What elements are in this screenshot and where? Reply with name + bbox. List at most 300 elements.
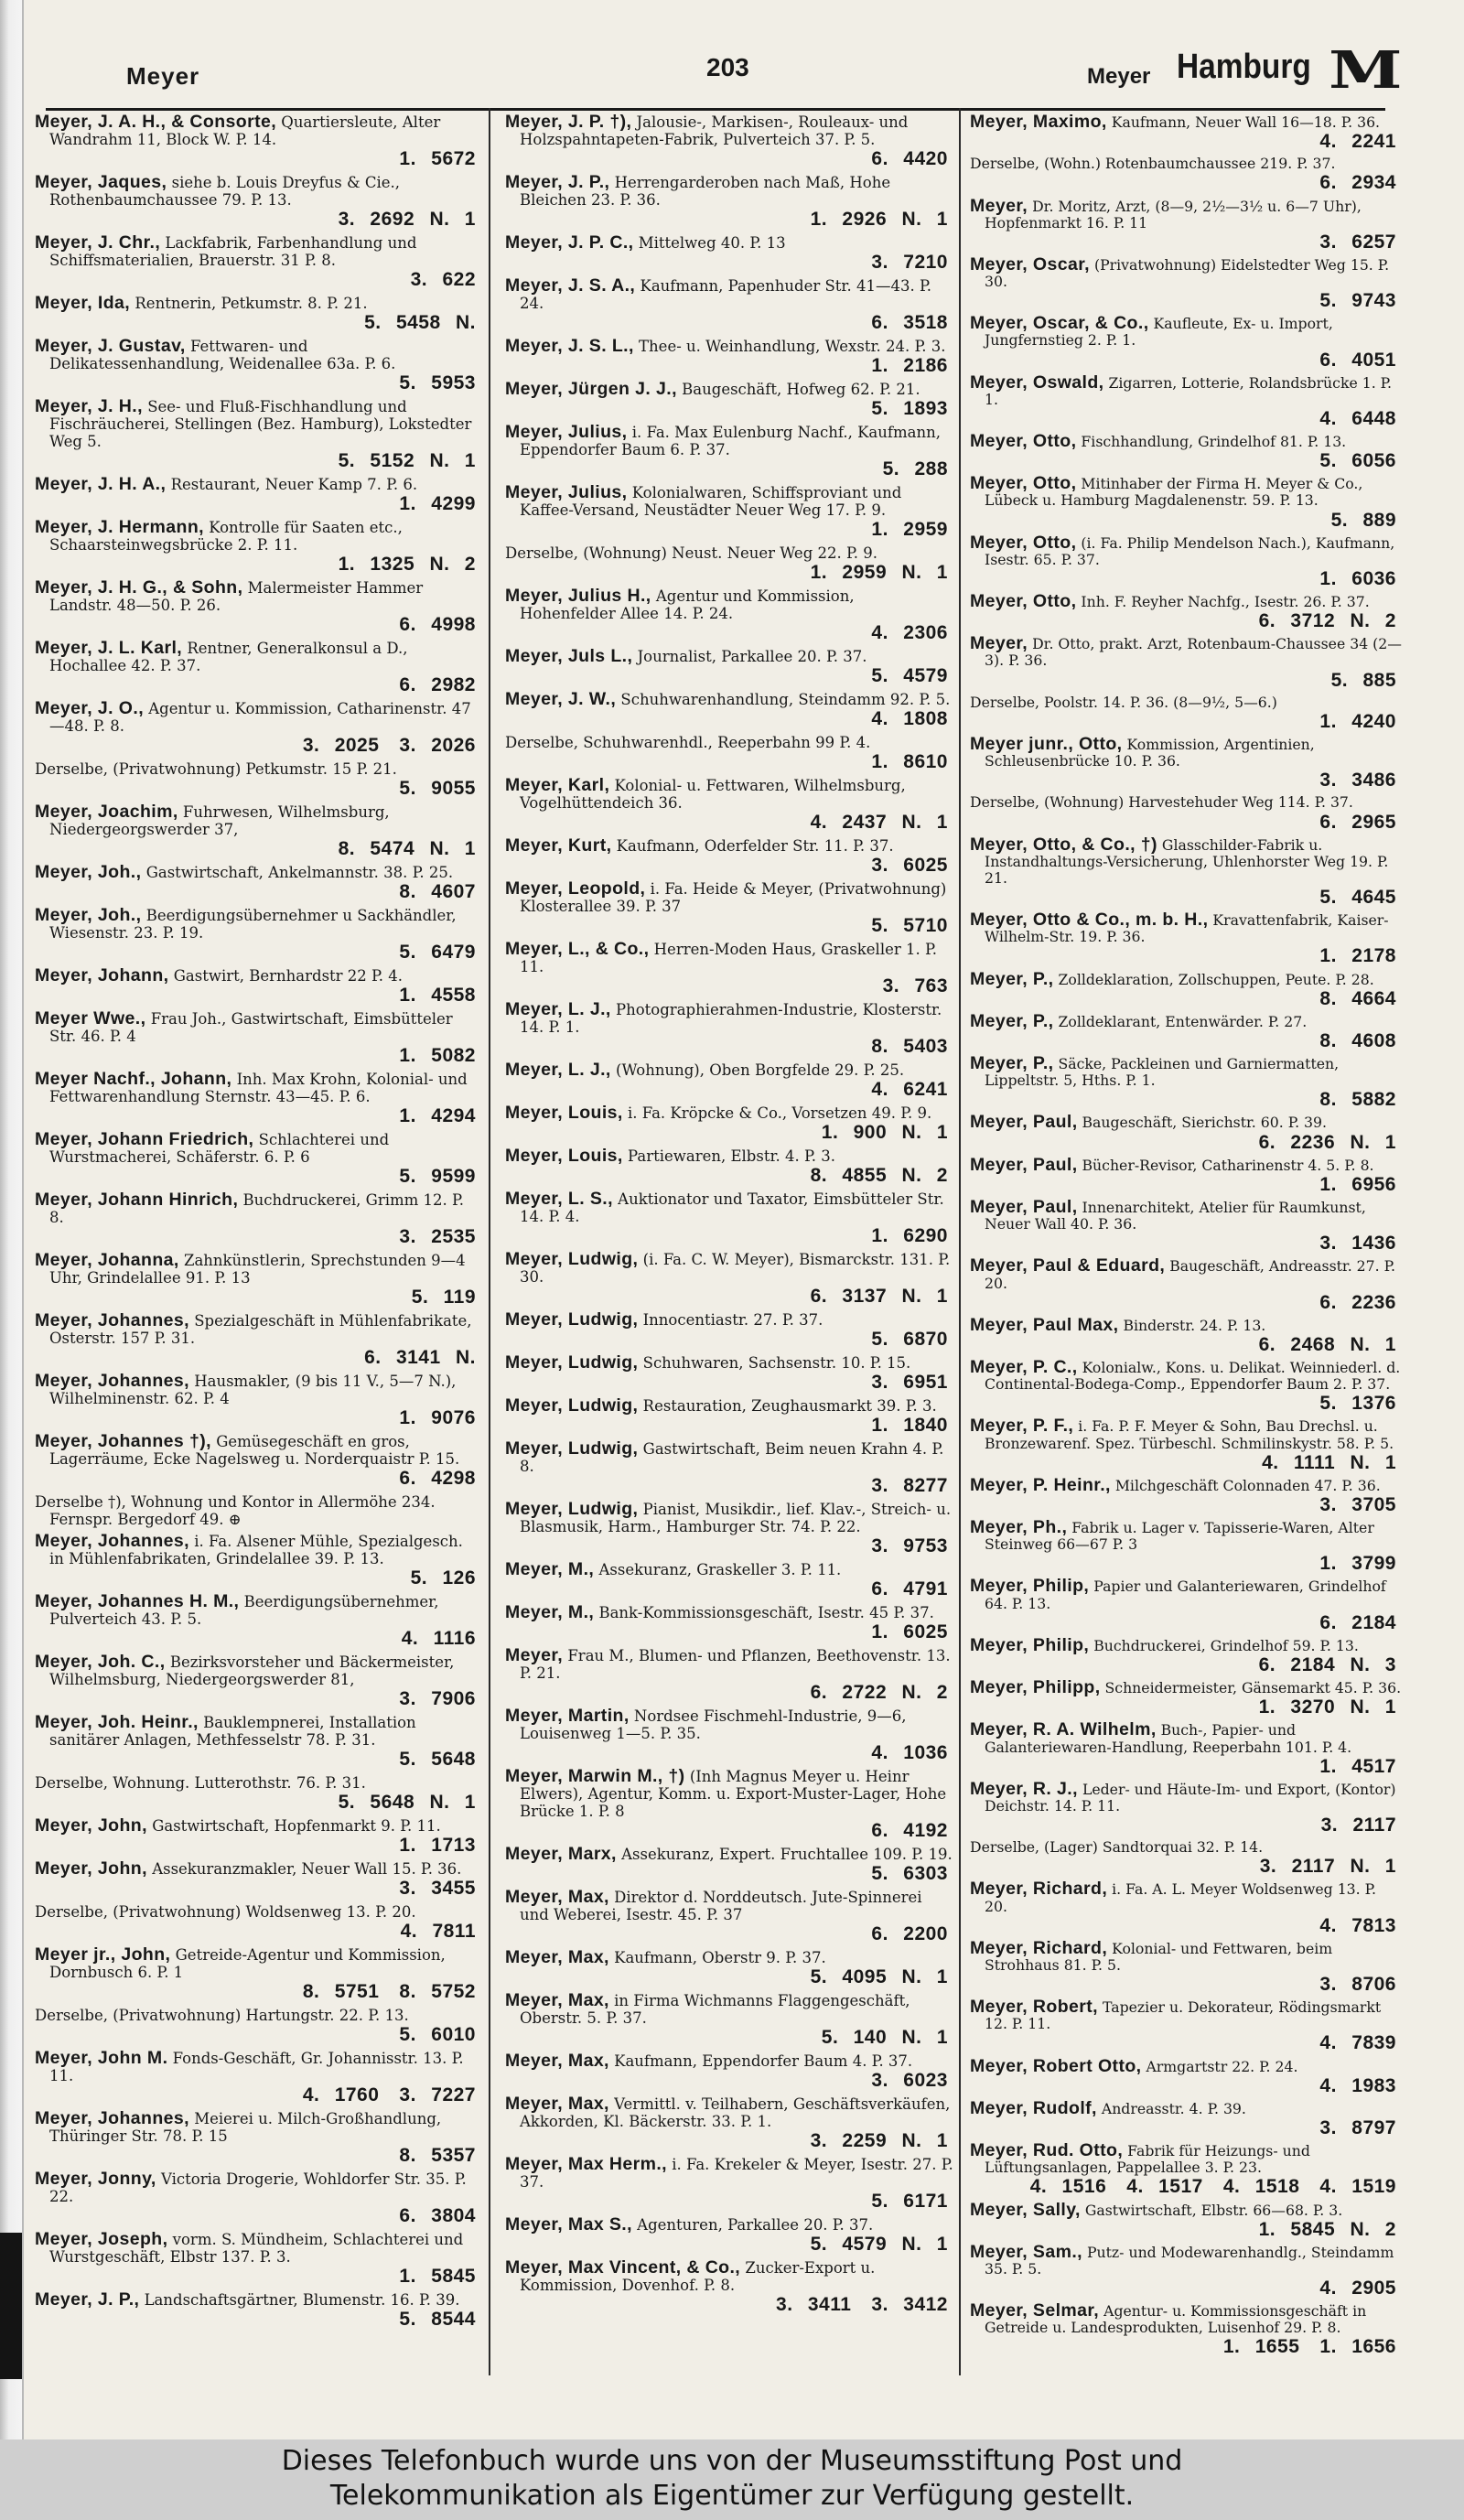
entry-details: Agentur und Kommission, Hohenfelder Allee 14. P. 24.	[520, 587, 855, 622]
directory-entry	[505, 1147, 953, 1186]
entry-phone-numbers	[985, 1292, 1402, 1313]
phone-number: 6. 3518	[871, 312, 948, 333]
entry-details: in Firma Wichmanns Flaggengeschäft, Oberstr. 5. P. 37.	[520, 1992, 910, 2027]
phone-number: 5. 885	[1330, 669, 1396, 691]
entry-phone-numbers	[985, 2176, 1402, 2197]
directory-entry	[35, 1010, 481, 1066]
phone-number: 3. 2535	[399, 1226, 476, 1247]
entry-phone-numbers	[520, 458, 953, 479]
directory-entry	[970, 2097, 1402, 2138]
entry-details: Gastwirtschaft, Beim neuen Krahn 4. P. 8.	[520, 1440, 944, 1475]
entry-phone-numbers	[520, 209, 953, 230]
entry-phone-numbers	[49, 269, 481, 290]
directory-entry	[970, 736, 1402, 791]
entry-name: Meyer, Philip,	[970, 1576, 1090, 1597]
directory-entry	[505, 113, 953, 169]
directory-entry	[505, 1707, 953, 1763]
entry-name: Meyer, Paul,	[970, 1154, 1078, 1175]
entry-phone-numbers	[520, 1742, 953, 1763]
entry-name: Meyer, J. H.,	[35, 396, 143, 416]
entry-details: i. Fa. P. F. Meyer & Sohn, Bau Drechsl. u. Bronzewarenf. Spez. Türbeschl. Schmilinskystr. 58. P. 5.	[985, 1417, 1394, 1452]
entry-phone-numbers	[520, 2130, 953, 2151]
entry-details: (i. Fa. C. W. Meyer), Bismarckstr. 131. P. 30.	[520, 1251, 951, 1286]
directory-entry	[970, 1359, 1402, 1414]
phone-number: 8. 4855 N. 2	[810, 1165, 948, 1186]
directory-entry	[505, 1992, 953, 2048]
entry-details: Auktionator und Taxator, Eimsbütteler Str. 14. P. 4.	[520, 1190, 944, 1225]
entry-phone-numbers	[520, 148, 953, 169]
entry-name: Meyer, Otto,	[970, 473, 1077, 494]
entry-details: Binderstr. 24. P. 13.	[1123, 1316, 1266, 1334]
phone-number: 6. 4420	[871, 148, 948, 169]
entry-phone-numbers	[985, 1612, 1402, 1633]
entry-details: Derselbe, (Wohn.) Rotenbaumchaussee 219. P. 37.	[970, 155, 1336, 173]
phone-number: 1. 3799	[1319, 1553, 1396, 1575]
phone-number: 6. 2982	[399, 674, 476, 695]
phone-number: 5. 6010	[399, 2024, 476, 2045]
phone-number: 6. 4192	[871, 1820, 948, 1841]
entry-phone-numbers	[520, 665, 953, 686]
phone-number: 1. 6290	[871, 1225, 948, 1246]
listing-column-1	[35, 113, 481, 2377]
entry-name: Meyer, Selmar,	[970, 2300, 1100, 2321]
phone-number: 3. 1436	[1319, 1233, 1396, 1255]
entry-details: Gastwirt, Bernhardstr 22 P. 4.	[173, 967, 404, 985]
directory-entry	[35, 803, 481, 859]
directory-entry	[505, 1190, 953, 1246]
directory-entry	[505, 1768, 953, 1841]
entry-details: Derselbe, (Wohnung) Neust. Neuer Weg 22. P. 9.	[505, 544, 877, 562]
directory-entry	[970, 2142, 1402, 2197]
entry-phone-numbers	[49, 209, 481, 230]
entry-phone-numbers	[985, 131, 1402, 152]
entry-phone-numbers	[49, 1226, 481, 1247]
entry-details: Agenturen, Parkallee 20. P. 37.	[637, 2216, 874, 2234]
entry-details: Derselbe, (Wohnung) Harvestehuder Weg 114. P. 37.	[970, 793, 1353, 812]
entry-details: Säcke, Packleinen und Garniermatten, Lippeltstr. 5, Hths. P. 1.	[985, 1055, 1340, 1090]
phone-number: 6. 2184	[1319, 1611, 1396, 1633]
entry-phone-numbers	[49, 838, 481, 859]
entry-details: Fettwaren- und Delikatessenhandlung, Weidenallee 63a. P. 6.	[49, 338, 396, 372]
entry-name: Meyer, Johannes,	[35, 1371, 189, 1391]
entry-name: Meyer, Julius,	[505, 482, 628, 502]
binding-dark-strip	[0, 2233, 22, 2379]
entry-phone-numbers	[520, 2294, 953, 2315]
header-city: Hamburg	[1177, 48, 1311, 86]
phone-number: 1. 4558	[399, 985, 476, 1006]
phone-number: 3. 763	[882, 975, 948, 996]
phone-number: 4. 2241	[1319, 131, 1396, 153]
entry-name: Meyer, Joh. C.,	[35, 1652, 166, 1672]
entry-name: Meyer, Max,	[505, 1990, 609, 2010]
entry-name: Meyer, Maximo,	[970, 113, 1107, 132]
entry-name: Meyer, L. J.,	[505, 1060, 611, 1080]
phone-number: 6. 4051	[1319, 349, 1396, 371]
entry-phone-numbers	[985, 1974, 1402, 1995]
entry-details: i. Fa. Max Eulenburg Nachf., Kaufmann, Eppendorfer Baum 6. P. 37.	[520, 424, 941, 458]
directory-entry	[35, 1593, 481, 1649]
directory-entry	[970, 534, 1402, 589]
entry-name: Meyer, Johannes †),	[35, 1431, 211, 1451]
phone-number: 8. 5403	[871, 1036, 948, 1057]
phone-number: 1. 5672	[399, 148, 476, 169]
archive-notice-line-2: Telekommunikation als Eigentümer zur Verfügung gestellt.	[329, 2480, 1135, 2512]
entry-phone-numbers	[520, 1475, 953, 1496]
entry-name: Meyer, J. A. H., & Consorte,	[35, 113, 277, 132]
entry-phone-numbers	[520, 1820, 953, 1841]
entry-name: Meyer, Richard,	[970, 1879, 1108, 1900]
phone-number: 5. 9599	[399, 1166, 476, 1187]
phone-number: 3. 8277	[871, 1475, 948, 1496]
phone-number: 6. 4791	[871, 1578, 948, 1599]
entry-phone-numbers	[985, 350, 1402, 371]
entry-details: Zigarren, Lotterie, Rolandsbrücke 1. P. 1.	[985, 373, 1393, 408]
phone-number: 5. 5458 N.	[364, 312, 476, 333]
entry-name: Meyer, Karl,	[505, 775, 610, 795]
phone-number: 4. 7813	[1319, 1914, 1396, 1936]
directory-entry	[505, 2156, 953, 2212]
entry-phone-numbers	[520, 2234, 953, 2255]
entry-phone-numbers	[520, 519, 953, 540]
entry-name: Meyer, Max,	[505, 1887, 609, 1907]
entry-phone-numbers	[985, 2117, 1402, 2138]
phone-number: 5. 126	[410, 1567, 476, 1588]
directory-entry	[970, 315, 1402, 370]
phone-number: 1. 3270 N. 1	[1258, 1696, 1396, 1718]
directory-entry	[970, 1998, 1402, 2053]
entry-name: Meyer, Louis,	[505, 1146, 623, 1166]
entry-phone-numbers	[985, 568, 1402, 589]
phone-number: 4. 6448	[1319, 407, 1396, 429]
phone-number: 6. 3137 N. 1	[810, 1286, 948, 1307]
entry-details: Photographierahmen-Industrie, Klosterstr. 14. P. 1.	[520, 1001, 942, 1036]
directory-entry	[970, 836, 1402, 908]
entry-details: Restaurant, Neuer Kamp 7. P. 6.	[170, 476, 418, 493]
directory-entry	[970, 113, 1402, 152]
directory-entry	[505, 234, 953, 273]
entry-details: Frau Joh., Gastwirtschaft, Eimsbütteler Str. 46. P. 4	[49, 1010, 453, 1045]
entry-name: Meyer, Oscar, & Co.,	[970, 313, 1149, 334]
phone-number: 3. 2117 N. 1	[1259, 1856, 1396, 1878]
entry-name: Meyer, Johannes H. M.,	[35, 1591, 240, 1611]
entry-phone-numbers	[985, 1856, 1402, 1877]
entry-details: Frau M., Blumen- und Pflanzen, Beethovenstr. 13. P. 21.	[520, 1647, 951, 1682]
entry-name: Meyer, Max Herm.,	[505, 2154, 667, 2174]
phone-number: 3. 2692 N. 1	[338, 209, 476, 230]
header-rule	[46, 108, 1385, 111]
phone-number: 1. 5845 N. 2	[1258, 2218, 1396, 2240]
directory-entry	[35, 907, 481, 963]
phone-number: 8. 4607	[399, 881, 476, 902]
entry-phone-numbers	[520, 708, 953, 729]
entry-phone-numbers	[49, 1921, 481, 1942]
entry-details: Baugeschäft, Andreasstr. 27. P. 20.	[985, 1257, 1395, 1292]
directory-entry	[970, 1578, 1402, 1632]
directory-entry	[35, 640, 481, 695]
entry-details: Assekuranzmakler, Neuer Wall 15. P. 36.	[152, 1860, 462, 1878]
entry-details: Kaufmann, Neuer Wall 16—18. P. 36.	[1111, 113, 1381, 131]
entry-details: Kaufmann, Oderfelder Str. 11. P. 37.	[616, 837, 894, 855]
directory-entry	[35, 1312, 481, 1368]
phone-number: 8. 5357	[399, 2145, 476, 2166]
directory-entry	[35, 1493, 481, 1528]
archive-notice	[0, 2439, 1464, 2520]
entry-name: Meyer, J. S. A.,	[505, 275, 636, 296]
entry-phone-numbers	[49, 1105, 481, 1126]
entry-name: Meyer, Leopold,	[505, 878, 646, 899]
phone-number: 6. 2468 N. 1	[1258, 1333, 1396, 1355]
book-binding-edge	[0, 0, 24, 2439]
entry-details: Derselbe, Wohnung. Lutterothstr. 76. P. 31.	[35, 1774, 366, 1792]
phone-number: 1. 1655	[1222, 2336, 1300, 2358]
directory-entry	[505, 1251, 953, 1307]
entry-name: Meyer, Richard,	[970, 1937, 1108, 1958]
entry-phone-numbers	[520, 1036, 953, 1057]
phone-number: 8. 5882	[1319, 1089, 1396, 1111]
entry-name: Meyer, Ludwig,	[505, 1438, 639, 1459]
entry-details: Derselbe, Schuhwarenhdl., Reeperbahn 99 P. 4.	[505, 734, 871, 751]
directory-entry	[970, 794, 1402, 832]
directory-entry	[970, 1314, 1402, 1355]
directory-entry	[970, 1679, 1402, 1718]
entry-details: Kaufleute, Ex- u. Import, Jungfernstieg 2. P. 1.	[985, 315, 1333, 350]
phone-number: 8. 5474 N. 1	[338, 838, 476, 859]
phone-number: 5. 6171	[871, 2191, 948, 2212]
entry-name: Meyer, J. S. L.,	[505, 336, 634, 356]
entry-details: Putz- und Modewarenhandlg., Steindamm 35. P. 5.	[985, 2243, 1394, 2278]
directory-entry	[505, 2095, 953, 2151]
entry-details: Tapezier u. Dekorateur, Rödingsmarkt 12. P. 11.	[985, 1998, 1382, 2033]
phone-number: 8. 4608	[1319, 1029, 1396, 1051]
phone-number: 4. 2306	[871, 622, 948, 643]
directory-entry	[970, 911, 1402, 966]
entry-details: Schuhwarenhandlung, Steindamm 92. P. 5.	[620, 691, 951, 708]
entry-phone-numbers	[985, 1089, 1402, 1110]
entry-name: Meyer, John M.	[35, 2048, 168, 2068]
entry-phone-numbers	[49, 1835, 481, 1856]
entry-phone-numbers	[985, 1553, 1402, 1574]
entry-phone-numbers	[520, 1863, 953, 1884]
entry-details: Meierei u. Milch-Großhandlung, Thüringer Str. 78. P. 15	[49, 2110, 442, 2145]
entry-details: Agentur u. Kommission, Catharinenstr. 47—48. P. 8.	[49, 700, 471, 735]
entry-details: Derselbe, (Privatwohnung) Woldsenweg 13. P. 20.	[35, 1903, 416, 1921]
directory-entry	[505, 1846, 953, 1884]
phone-number: 3. 6025	[871, 855, 948, 876]
phone-number: 6. 3141 N.	[364, 1347, 476, 1368]
phone-number: 1. 5082	[399, 1045, 476, 1066]
directory-entry	[970, 2241, 1402, 2299]
entry-details: i. Fa. Kröpcke & Co., Vorsetzen 49. P. 9.	[628, 1104, 932, 1122]
entry-name: Meyer, R. J.,	[970, 1778, 1078, 1799]
entry-name: Meyer,	[970, 633, 1028, 654]
phone-number: 3. 3412	[871, 2294, 948, 2315]
directory-entry	[35, 2231, 481, 2287]
entry-details: Gastwirtschaft, Hopfenmarkt 9. P. 11.	[152, 1817, 441, 1835]
entry-name: Meyer, Otto, & Co., †)	[970, 834, 1157, 855]
entry-name: Meyer, Robert Otto,	[970, 2055, 1142, 2076]
entry-name: Meyer, P.,	[970, 1053, 1054, 1074]
directory-entry	[35, 113, 481, 169]
entry-name: Meyer, Louis,	[505, 1103, 623, 1123]
directory-entry	[970, 1880, 1402, 1935]
entry-name: Meyer, P. Heinr.,	[970, 1474, 1111, 1495]
entry-phone-numbers	[49, 2084, 481, 2105]
entry-phone-numbers	[520, 2070, 953, 2091]
phone-number: 5. 4645	[1319, 886, 1396, 908]
column-divider	[489, 108, 490, 2375]
entry-details: (i. Fa. Philip Mendelson Nach.), Kaufmann, Isestr. 65. P. 37.	[985, 533, 1395, 568]
entry-details: Papier und Galanteriewaren, Grindelhof 64. P. 13.	[985, 1578, 1386, 1612]
entry-phone-numbers	[985, 1494, 1402, 1515]
phone-number: 6. 4298	[399, 1468, 476, 1489]
entry-phone-numbers	[985, 812, 1402, 833]
entry-details: Kommission, Argentinien, Schleusenbrücke 10. P. 36.	[985, 736, 1315, 770]
phone-number: 5. 6056	[1319, 450, 1396, 472]
entry-phone-numbers	[985, 2075, 1402, 2096]
entry-phone-numbers	[520, 1079, 953, 1100]
entry-name: Meyer, Julius,	[505, 422, 628, 442]
phone-number: 6. 4998	[399, 614, 476, 635]
entry-name: Meyer, Robert,	[970, 1997, 1098, 2018]
entry-name: Meyer, J. W.,	[505, 689, 617, 709]
entry-phone-numbers	[49, 881, 481, 902]
entry-phone-numbers	[520, 1923, 953, 1944]
phone-number: 3. 9753	[871, 1535, 948, 1556]
entry-name: Meyer, P.,	[970, 968, 1054, 989]
directory-entry	[970, 1839, 1402, 1877]
entry-phone-numbers	[49, 1878, 481, 1899]
phone-number: 4. 7839	[1319, 2032, 1396, 2054]
entry-details: Mittelweg 40. P. 13	[638, 234, 786, 252]
phone-number: 1. 9076	[399, 1407, 476, 1428]
page-number: 203	[706, 53, 749, 81]
phone-number: 1. 6036	[1319, 567, 1396, 589]
entry-phone-numbers	[985, 232, 1402, 253]
entry-details: Restauration, Zeughausmarkt 39. P. 3.	[642, 1397, 937, 1415]
phone-number: 4. 1519	[1319, 2176, 1396, 2198]
directory-entry	[505, 381, 953, 419]
entry-phone-numbers	[520, 252, 953, 273]
directory-entry	[970, 475, 1402, 530]
phone-number: 8. 5752	[399, 1981, 476, 2002]
entry-name: Meyer, Paul,	[970, 1197, 1078, 1218]
entry-phone-numbers	[520, 1286, 953, 1307]
directory-entry	[970, 156, 1402, 193]
entry-name: Meyer, Jürgen J. J.,	[505, 379, 677, 399]
header-running-name-left: Meyer	[126, 62, 200, 90]
entry-details: Gastwirtschaft, Ankelmannstr. 38. P. 25.	[145, 864, 454, 881]
entry-details: Kolonialw., Kons. u. Delikat. Weinniederl. d. Continental-Bodega-Comp., Eppendorfer Baum 2. P. 37.	[985, 1359, 1401, 1394]
entry-name: Meyer, L., & Co.,	[505, 939, 650, 959]
entry-phone-numbers	[520, 1535, 953, 1556]
entry-name: Meyer, J. Chr.,	[35, 232, 161, 253]
entry-name: Meyer, L. S.,	[505, 1189, 613, 1209]
directory-entry	[505, 1104, 953, 1143]
entry-phone-numbers	[985, 945, 1402, 966]
entry-details: Fabrik für Heizungs- und Lüftungsanlagen, Pappelallee 3. P. 23.	[985, 2142, 1310, 2177]
phone-number: 3. 3705	[1319, 1493, 1396, 1515]
entry-name: Meyer, Otto,	[970, 431, 1077, 452]
entry-phone-numbers	[985, 2032, 1402, 2053]
entry-name: Meyer, J. Gustav,	[35, 336, 186, 356]
entry-name: Meyer, J. P.,	[505, 172, 610, 192]
phone-number: 5. 5152 N. 1	[338, 450, 476, 471]
entry-name: Meyer, Ph.,	[970, 1517, 1068, 1538]
entry-name: Meyer, Philipp,	[970, 1677, 1101, 1698]
entry-name: Meyer, Ida,	[35, 293, 131, 313]
phone-number: 5. 889	[1330, 509, 1396, 531]
directory-entry	[970, 195, 1402, 253]
entry-details: Derselbe †), Wohnung und Kontor in Allermöhe 234. Fernspr. Bergedorf 49. ⊕	[35, 1493, 436, 1528]
directory-entry	[505, 174, 953, 230]
phone-number: 3. 622	[410, 269, 476, 290]
directory-entry	[505, 544, 953, 583]
entry-phone-numbers	[985, 1452, 1402, 1473]
phone-number: 1. 2178	[1319, 945, 1396, 967]
phone-number: 4. 2437 N. 1	[810, 812, 948, 833]
entry-name: Meyer, P.,	[970, 1010, 1054, 1031]
entry-details: Milchgeschäft Colonnaden 47. P. 36.	[1114, 1476, 1381, 1494]
directory-entry	[505, 1354, 953, 1393]
directory-entry	[970, 2055, 1402, 2096]
phone-number: 5. 9743	[1319, 290, 1396, 312]
phone-number: 6. 2236	[1319, 1291, 1396, 1313]
entry-name: Meyer, John,	[35, 1815, 147, 1836]
entry-phone-numbers	[49, 1347, 481, 1368]
entry-name: Meyer, Max Vincent, & Co.,	[505, 2257, 741, 2278]
entry-name: Meyer, Ludwig,	[505, 1249, 639, 1269]
entry-name: Meyer, M.,	[505, 1559, 595, 1579]
directory-page	[22, 0, 1464, 2439]
entry-name: Meyer, P. F.,	[970, 1416, 1074, 1437]
entry-name: Meyer, Paul & Eduard,	[970, 1255, 1166, 1276]
phone-number: 3. 2259 N. 1	[810, 2130, 948, 2151]
directory-entry	[505, 777, 953, 833]
phone-number: 5. 8544	[399, 2309, 476, 2330]
entry-name: Meyer, Joseph,	[35, 2229, 168, 2249]
directory-entry	[35, 2291, 481, 2330]
entry-details: siehe b. Louis Dreyfus & Cie., Rothenbaumchaussee 79. P. 13.	[49, 174, 401, 209]
entry-details: Beerdigungsübernehmer, Pulverteich 43. P. 5.	[49, 1593, 439, 1628]
phone-number: 3. 6257	[1319, 231, 1396, 253]
phone-number: 5. 288	[882, 458, 948, 479]
directory-entry	[505, 941, 953, 996]
header-running-name-right: Meyer	[1087, 64, 1151, 89]
entry-phone-numbers	[49, 1792, 481, 1813]
entry-phone-numbers	[49, 1981, 481, 2002]
entry-details: Bauklempnerei, Installation sanitärer Anlagen, Methfesselstr 78. P. 31.	[49, 1714, 416, 1749]
entry-phone-numbers	[985, 2336, 1402, 2357]
entry-name: Meyer, Joh.,	[35, 862, 142, 882]
entry-details: Lackfabrik, Farbenhandlung und Schiffsmaterialien, Brauerstr. 31 P. 8.	[49, 234, 417, 269]
entry-phone-numbers	[49, 1045, 481, 1066]
directory-entry	[505, 837, 953, 876]
entry-name: Meyer, Max,	[505, 2094, 609, 2114]
entry-details: Zahnkünstlerin, Sprechstunden 9—4 Uhr, Grindelallee 91. P. 13	[49, 1252, 466, 1287]
phone-number: 5. 5648	[399, 1749, 476, 1770]
entry-details: Leder- und Häute-Im- und Export, (Kontor) Deichstr. 14. P. 11.	[985, 1780, 1396, 1815]
phone-number: 1. 6956	[1319, 1173, 1396, 1195]
entry-details: Direktor d. Norddeutsch. Jute-Spinnerei und Weberei, Isestr. 45. P. 37	[520, 1889, 922, 1923]
entry-details: Gemüsegeschäft en gros, Lagerräume, Ecke Nagelsweg u. Norderquaistr P. 15.	[49, 1433, 460, 1468]
entry-phone-numbers	[49, 2309, 481, 2330]
directory-entry	[970, 593, 1402, 631]
entry-name: Meyer, Ludwig,	[505, 1352, 639, 1373]
directory-entry	[35, 1903, 481, 1942]
phone-number: 5. 4579	[871, 665, 948, 686]
entry-details: Rentnerin, Petkumstr. 8. P. 21.	[135, 295, 368, 312]
entry-details: Kolonialwaren, Schiffsproviant und Kaffee-Versand, Neustädter Neuer Weg 17. P. 9.	[520, 484, 902, 519]
